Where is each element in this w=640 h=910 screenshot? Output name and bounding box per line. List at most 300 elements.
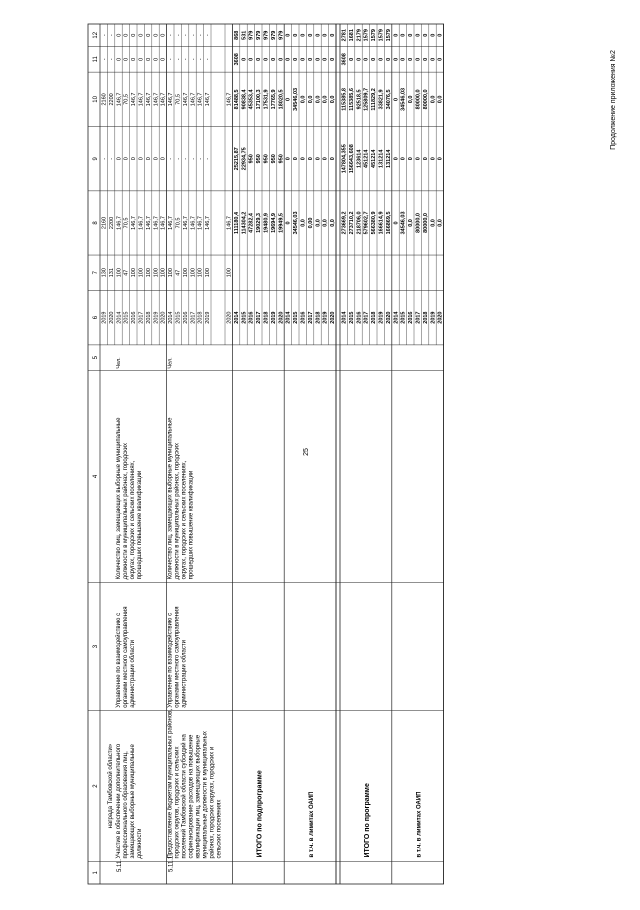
cell-col12: 531 (241, 30, 248, 40)
cell-col10: 146,7 (160, 92, 167, 107)
cell-col8: 146,7 (153, 216, 160, 230)
cell-col11: 0 (437, 57, 444, 61)
cell-col10: 33821,9 (378, 89, 385, 110)
cell-col8: 146,7 (138, 216, 145, 230)
cell-col9: 451214 (363, 149, 370, 168)
row-executor: органами местного самоуправления (174, 606, 181, 708)
cell-col11: 0 (153, 57, 160, 61)
cell-col10: 0,0 (300, 95, 307, 104)
cell-col12: 0 (293, 33, 300, 37)
cell-col12: - (101, 34, 108, 37)
cell-col8: 0,00 (307, 217, 314, 229)
cell-col8: 80000,0 (415, 213, 422, 233)
cell-col11: 3608 (341, 53, 348, 66)
cell-col8: 146,7 (205, 216, 212, 230)
year-cell: 2017 (363, 311, 370, 324)
cell-col9: 0 (153, 157, 160, 161)
cell-col10: 115385,6 (348, 88, 355, 111)
cell-col10: 90838,4 (241, 89, 248, 110)
cell-col12: 2179 (356, 29, 363, 42)
cell-col10: 146,7 (138, 92, 145, 107)
cell-col9: 0 (408, 157, 415, 161)
row-indicator: должности в муниципальных районах, городских (174, 442, 181, 580)
cell-col10: 17531,9 (263, 89, 270, 110)
cell-col12: 0 (131, 33, 138, 37)
cell-col11: 0 (371, 57, 378, 61)
year-cell: 2015 (123, 311, 130, 324)
cell-col10: 146,7 (182, 92, 189, 107)
cell-col8: 146,7 (168, 216, 175, 230)
cell-col12: 0 (330, 33, 337, 37)
cell-col7: 100 (116, 268, 123, 278)
cell-col10: 146,7 (226, 92, 233, 107)
cell-col9: - (197, 157, 204, 160)
cell-col9: - (182, 157, 189, 160)
cell-col12: 0 (437, 33, 444, 37)
cell-col7: 100 (131, 268, 138, 278)
cell-col9: - (108, 157, 115, 160)
cell-col8: 0,0 (437, 219, 444, 227)
year-cell: 2017 (256, 311, 263, 324)
year-cell: 2019 (430, 311, 437, 324)
cell-col9: 950 (248, 154, 255, 164)
cell-col11: - (168, 58, 175, 61)
cell-col7: 100 (226, 268, 233, 278)
cell-col11: 0 (430, 57, 437, 61)
cell-col10: 17100,3 (256, 89, 263, 110)
year-cell: 2014 (168, 311, 175, 324)
cell-col8: 114304,2 (241, 211, 248, 235)
cell-col8: 34546,03 (293, 211, 300, 235)
year-cell: 2016 (182, 311, 189, 324)
year-cell: 2020 (385, 311, 392, 324)
cell-col9: 0 (307, 157, 314, 161)
year-cell: 2016 (248, 311, 255, 324)
cell-col10: 2160 (101, 93, 108, 106)
cell-col12: - (182, 34, 189, 37)
cell-col9: 0 (330, 157, 337, 161)
cell-col10: 81488,5 (233, 89, 240, 110)
cell-col11: 0 (116, 57, 123, 61)
year-cell: 2020 (330, 311, 337, 324)
row-name: поселений Тамбовской области субсидий на (181, 734, 188, 859)
cell-col8: 19694,9 (270, 213, 277, 233)
cell-col11: - (205, 58, 212, 61)
cell-col11: 0 (123, 57, 130, 61)
year-cell: 2018 (315, 311, 322, 324)
row-indicator: Количество лиц, замещающих выборные муниципальные (115, 417, 122, 580)
column-number-7: 7 (93, 271, 99, 275)
cell-col7: 100 (205, 268, 212, 278)
cell-col10: 0,0 (307, 95, 314, 104)
cell-col11: 0 (138, 57, 145, 61)
cell-col8: 166869,5 (385, 211, 392, 235)
section-label: в т.ч. в лимитах ОАИП (416, 791, 423, 858)
appendix-note: Продолжение приложения №2 (610, 50, 617, 150)
cell-col10: 125809,7 (363, 87, 370, 111)
cell-col9: - (205, 157, 212, 160)
cell-col9: 0 (285, 157, 292, 161)
cell-col11: - (190, 58, 197, 61)
row-executor: Управление по взаимодействию с (115, 612, 122, 708)
cell-col10: 0,0 (408, 95, 415, 104)
cell-col9: 0 (145, 157, 152, 161)
cell-col11: 0 (270, 57, 277, 61)
year-cell: 2018 (197, 311, 204, 324)
cell-col9: 950 (256, 154, 263, 164)
cell-col8: 146,7 (116, 216, 123, 230)
cell-col9: 0 (160, 157, 167, 161)
cell-col11: 0 (348, 57, 355, 61)
row-indicator: прошедших повышение квалификации (136, 470, 143, 580)
cell-col8: 0,0 (408, 219, 415, 227)
cell-col12: 0 (422, 33, 429, 37)
cell-col11: 0 (378, 57, 385, 61)
cell-col10: 34546,03 (293, 87, 300, 111)
row-name: профессионального образования лиц, (122, 751, 129, 859)
cell-col8: 146,7 (197, 216, 204, 230)
year-cell: 2019 (205, 311, 212, 324)
row-name: замещающих выборные муниципальные (129, 744, 136, 859)
cell-col12: 1579 (385, 29, 392, 42)
cell-col10: 146,7 (145, 92, 152, 107)
cell-col12: 1579 (363, 29, 370, 42)
cell-col11: 0 (293, 57, 300, 61)
column-number-2: 2 (93, 784, 99, 788)
cell-col9: 22934,75 (241, 147, 248, 171)
row-name: Участие в обеспечении дополнительного (115, 743, 122, 859)
cell-col11: - (175, 58, 182, 61)
row-unit: Чел. (167, 357, 174, 369)
cell-col8: 566380,9 (371, 211, 378, 235)
row-unit: Чел. (115, 357, 122, 369)
cell-col10: 17765,9 (270, 89, 277, 110)
cell-col8: 70,5 (123, 217, 130, 229)
cell-col8: 34546,03 (400, 211, 407, 235)
row-executor: администрации области (181, 640, 188, 708)
column-number-8: 8 (93, 221, 99, 225)
cell-col7: 100 (160, 268, 167, 278)
column-number-9: 9 (93, 157, 99, 161)
cell-col8: 19029,3 (256, 213, 263, 233)
column-number-1: 1 (93, 871, 99, 875)
row-name: сельских поселениях (216, 799, 223, 859)
cell-col12: 0 (285, 33, 292, 37)
cell-col9: 0 (116, 157, 123, 161)
year-cell: 2014 (285, 311, 292, 324)
cell-col8: 2160 (101, 216, 108, 230)
cell-col11: - (108, 58, 115, 61)
cell-col7: 100 (182, 268, 189, 278)
year-cell: 2014 (116, 311, 123, 324)
year-cell: 2014 (393, 311, 400, 324)
cell-col10: 70,5 (175, 94, 182, 105)
cell-col9: 0 (400, 157, 407, 161)
cell-col11: - (101, 58, 108, 61)
cell-col9: 0 (300, 157, 307, 161)
cell-col11: 0 (300, 57, 307, 61)
cell-col12: - (205, 34, 212, 37)
cell-col9: 0 (138, 157, 145, 161)
cell-col8: 0,0 (430, 219, 437, 227)
cell-col10: 0,0 (315, 95, 322, 104)
cell-col9: 123614 (356, 149, 363, 168)
cell-col9: 950 (278, 154, 285, 164)
year-cell: 2016 (408, 311, 415, 324)
cell-col12: 0 (160, 33, 167, 37)
year-cell: 2019 (378, 311, 385, 324)
cell-col8: 111180,4 (233, 211, 240, 234)
row-indicator: округах, городских и сельских поселениях, (129, 460, 136, 580)
cell-col12: 868 (233, 30, 240, 40)
cell-col12: - (190, 34, 197, 37)
cell-col9: 131214 (378, 149, 385, 168)
cell-col12: 0 (408, 33, 415, 37)
cell-col12: - (168, 34, 175, 37)
row-indicator: округах, городских и сельских поселениях, (181, 460, 188, 580)
year-cell: 2016 (356, 311, 363, 324)
cell-col12: 0 (153, 33, 160, 37)
cell-col9: 0 (415, 157, 422, 161)
cell-col10: 0,0 (437, 95, 444, 104)
year-cell: 2020 (437, 311, 444, 324)
cell-col12: 0 (138, 33, 145, 37)
cell-col10: 0 (285, 97, 292, 101)
year-cell: 2018 (371, 311, 378, 324)
cell-col6: 2020 (108, 311, 115, 324)
cell-col12: 979 (263, 30, 270, 40)
section-label: ИТОГО по программе (363, 783, 371, 858)
year-cell: 2017 (138, 311, 145, 324)
cell-col12: 0 (300, 33, 307, 37)
row-name: должности (136, 828, 143, 859)
cell-col8: 146,7 (145, 216, 152, 230)
cell-col11: - (197, 58, 204, 61)
row-name: городских округов, городских и сельских (174, 746, 181, 859)
cell-col11: 3608 (233, 53, 240, 66)
cell-col12: 0 (307, 33, 314, 37)
cell-col12: 1579 (371, 29, 378, 42)
cell-col9: 0 (293, 157, 300, 161)
cell-col10: 146,7 (153, 92, 160, 107)
cell-col9: 0 (322, 157, 329, 161)
cell-col10: 0 (393, 97, 400, 101)
cell-col8: 146,7 (160, 216, 167, 230)
cell-col11: 0 (385, 57, 392, 61)
cell-col8: 166614,9 (378, 211, 385, 235)
year-cell: 2014 (233, 311, 240, 324)
cell-col12: 0 (123, 33, 130, 37)
cell-col8: 146,7 (190, 216, 197, 230)
column-number-4: 4 (93, 474, 99, 479)
cell-col8: 146,7 (131, 216, 138, 230)
cell-col10: 34546,03 (400, 87, 407, 111)
cell-col11: - (182, 58, 189, 61)
cell-col7: 100 (145, 268, 152, 278)
cell-col11: 0 (393, 57, 400, 61)
fragment-name: награда Тамбовской области» (108, 743, 114, 829)
year-cell: 2018 (145, 311, 152, 324)
cell-col11: 0 (248, 57, 255, 61)
year-cell: 2018 (263, 311, 270, 324)
year-cell: 2015 (400, 311, 407, 324)
cell-col8: 0,0 (322, 219, 329, 227)
cell-col9: 0 (422, 157, 429, 161)
cell-col11: 0 (145, 57, 152, 61)
year-cell: 2017 (307, 311, 314, 324)
cell-col12: 0 (315, 33, 322, 37)
column-number-5: 5 (93, 356, 99, 360)
cell-col10: 2200 (108, 93, 115, 106)
row-name: муниципальные должности в муниципальных (202, 731, 209, 859)
year-cell: 2015 (175, 311, 182, 324)
cell-col11: 0 (307, 57, 314, 61)
row-name: квалификации лиц, замещающих выборные (195, 734, 202, 859)
cell-col10: 146,7 (190, 92, 197, 107)
cell-col9: 950 (270, 154, 277, 164)
cell-col9: 156643,608 (348, 144, 355, 174)
cell-col9: - (168, 157, 175, 160)
data-table (88, 24, 444, 884)
cell-col10: 146,7 (205, 92, 212, 107)
row-indicator: прошедших повышение квалификации (188, 470, 195, 580)
cell-col12: - (108, 34, 115, 37)
cell-col9: - (101, 157, 108, 160)
row-executor: Управление по взаимодействию с (167, 612, 174, 708)
cell-col12: 1681 (348, 29, 355, 42)
cell-col10: 92518,5 (356, 89, 363, 110)
cell-col7: 47 (175, 269, 182, 276)
cell-col9: - (175, 157, 182, 160)
row-name: Предоставление бюджетам муниципальных районов, (167, 708, 174, 859)
cell-col8: 273669,2 (341, 211, 348, 235)
year-cell: 2020 (278, 311, 285, 324)
cell-col11: 0 (363, 57, 370, 61)
cell-col9: 950 (263, 154, 270, 164)
section-label: в т.ч. в лимитах ОАИП (309, 791, 316, 858)
cell-col9: 0 (437, 157, 444, 161)
year-cell: 2019 (322, 311, 329, 324)
cell-col12: 979 (278, 30, 285, 40)
cell-col10: 111829,2 (371, 88, 378, 111)
cell-col11: 0 (408, 57, 415, 61)
year-cell: 2015 (241, 311, 248, 324)
cell-col9: 0 (393, 157, 400, 161)
year-cell: 2016 (131, 311, 138, 324)
cell-col8: 579602,7 (363, 211, 370, 235)
cell-col9: - (190, 157, 197, 160)
cell-col12: - (175, 34, 182, 37)
cell-col8: 273710,2 (348, 211, 355, 235)
cell-col10: 80000,0 (415, 89, 422, 110)
cell-col11: 0 (160, 57, 167, 61)
cell-col10: 80000,0 (422, 89, 429, 110)
cell-col9: 0 (430, 157, 437, 161)
cell-col10: 146,7 (197, 92, 204, 107)
cell-col8: 0 (285, 221, 292, 225)
cell-col11: 0 (315, 57, 322, 61)
cell-col9: 25215,87 (233, 147, 240, 171)
column-number-6: 6 (93, 315, 99, 320)
cell-col9: 147804,355 (341, 144, 348, 174)
cell-col11: 0 (256, 57, 263, 61)
cell-col7: 100 (138, 268, 145, 278)
year-cell: 2016 (300, 311, 307, 324)
column-number-11: 11 (93, 56, 99, 63)
cell-col11: 0 (131, 57, 138, 61)
cell-col7: 130 (101, 268, 108, 278)
cell-col9: 131214 (385, 149, 392, 168)
cell-col9: 0 (315, 157, 322, 161)
cell-col8: 47282,4 (248, 213, 255, 233)
cell-col10: 115385,8 (341, 88, 348, 111)
year-cell: 2017 (415, 311, 422, 324)
cell-col7: 131 (108, 268, 115, 278)
cell-col10: 34076,5 (385, 89, 392, 110)
cell-col12: 1579 (378, 29, 385, 42)
column-number-12: 12 (93, 31, 99, 39)
cell-col12: - (197, 34, 204, 37)
cell-col12: 0 (400, 33, 407, 37)
cell-col8: 70,5 (175, 217, 182, 229)
cell-col7: 100 (153, 268, 160, 278)
row-executor: администрации области (129, 640, 136, 708)
cell-col12: 979 (270, 30, 277, 40)
cell-col10: 146,7 (116, 92, 123, 107)
cell-col10: 146,7 (131, 92, 138, 107)
year-cell: 2014 (341, 311, 348, 324)
cell-col12: 0 (430, 33, 437, 37)
cell-col6: 2019 (101, 311, 108, 324)
cell-col8: 0,0 (300, 219, 307, 227)
row-number: 5.11.1. (168, 854, 175, 872)
cell-col7: 47 (123, 269, 130, 276)
cell-col10: 0,0 (322, 95, 329, 104)
cell-col12: 979 (248, 30, 255, 40)
year-cell: 2017 (190, 311, 197, 324)
cell-col11: 0 (400, 57, 407, 61)
year-cell: 2020 (160, 311, 167, 324)
cell-col8: 19949,5 (278, 213, 285, 233)
cell-col12: 0 (116, 33, 123, 37)
row-name: софинансирование расходов на повышение (188, 734, 195, 859)
cell-col11: 0 (330, 57, 337, 61)
section-label: ИТОГО по подпрограмме (256, 770, 264, 858)
cell-col7: 100 (168, 268, 175, 278)
year-cell: 2015 (293, 311, 300, 324)
cell-col8: 0 (393, 221, 400, 225)
year-cell: 2015 (348, 311, 355, 324)
cell-col11: 0 (263, 57, 270, 61)
cell-col10: 45353,4 (248, 89, 255, 110)
year-cell: 2020 (226, 311, 233, 324)
cell-col11: 0 (422, 57, 429, 61)
cell-col12: 0 (145, 33, 152, 37)
column-number-10: 10 (93, 96, 99, 103)
row-number: 5.11. (116, 859, 123, 872)
cell-col12: 2781 (341, 29, 348, 42)
cell-col8: 218706,0 (356, 211, 363, 235)
cell-col12: 0 (415, 33, 422, 37)
cell-col8: 2200 (108, 216, 115, 230)
cell-col10: 18020,5 (278, 89, 285, 110)
cell-col12: 0 (393, 33, 400, 37)
year-cell: 2018 (422, 311, 429, 324)
cell-col11: 0 (322, 57, 329, 61)
year-cell: 2019 (153, 311, 160, 324)
row-indicator: Количество лиц, замещающих выборные муниципальные (167, 417, 174, 580)
cell-col8: 0,0 (315, 219, 322, 227)
